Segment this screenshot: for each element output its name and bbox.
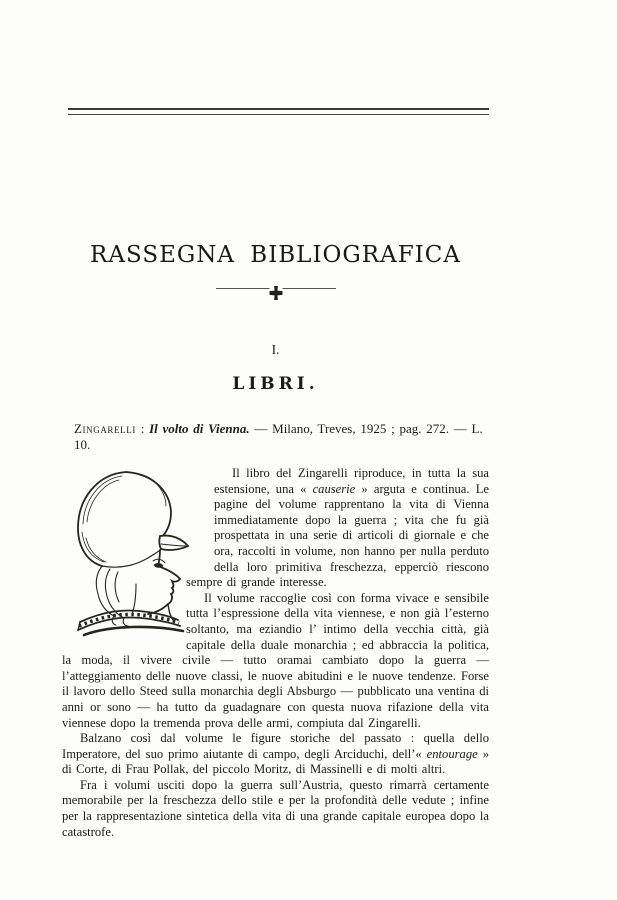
- journal-title: RASSEGNA BIBLIOGRAFICA: [90, 242, 461, 268]
- text-run: causerie: [312, 481, 356, 496]
- paragraph: [62, 778, 489, 840]
- text-run: Balzano così dal volume le figure storiche del passato : quella dello Imperatore, del suo primo aiutante di campo, degli Arciduchi, dell’«: [62, 731, 489, 761]
- book-citation: [62, 421, 489, 453]
- section-heading: LIBRI.: [232, 374, 319, 394]
- text-run: — Milano, Treves, 1925 ; pag. 272. — L. 10.: [74, 421, 483, 452]
- text-run: entourage: [426, 746, 478, 761]
- paragraph: [62, 731, 489, 778]
- section-number: I.: [271, 342, 280, 357]
- greek-cross-icon: [269, 286, 282, 300]
- text-run: » di Corte, di Frau Pollak, del piccolo Moritz, di Massinelli e di molti altri.: [62, 746, 489, 777]
- text-run: :: [135, 421, 150, 436]
- review-body: [62, 466, 489, 840]
- text-run: Zingarelli: [74, 421, 136, 436]
- title-ornament: [216, 286, 336, 304]
- text-run: Il volto di Vienna.: [149, 421, 250, 436]
- text-run: Il volume raccoglie così con forma vivace e sensibile tutta l’espressione della vita viennese, e non già l’esterno soltanto, ma eziandio l’ intimo della vecchia città, già capitale della duale monarchia ; ed abbraccia la politica, la moda, il vivere civile — tutto oramai cambiato dopo la guerra — l’atteggiamento delle nuove classi, le nuove abitudini e le nuove tendenze. Forse il lavoro dello Steed sulla monarchia degli Absburgo — pubblicato una ventina di anni or sono — ha tutto da guadagnare con questa nuova rifazione della vita viennese dopo la tremenda prova delle armi, compiuta dal Zingarelli.: [62, 590, 489, 730]
- text-run: » arguta e continua. Le pagine del volume rapprentano la vita di Vienna immediatamente dopo la guerra ; vita che fu già prospettata in una serie di articoli di giornale e che ora, raccolti in volume, non hanno per nulla perduto della loro primitiva freschezza, epperciò riescono sempre di grande interesse.: [186, 481, 489, 590]
- text-column: [62, 108, 489, 840]
- text-run: Il libro del Zingarelli riproduce, in tutta la sua estensione, una «: [214, 466, 489, 496]
- header-double-rule: [68, 108, 489, 115]
- text-run: Fra i volumi usciti dopo la guerra sull’Austria, questo rimarrà certamente memorabile per la freschezza dello stile e per la profondità delle vedute ; infine per la rappresentazione sintetica della vita di una grande capitale europea dopo la catastrofe.: [62, 777, 489, 839]
